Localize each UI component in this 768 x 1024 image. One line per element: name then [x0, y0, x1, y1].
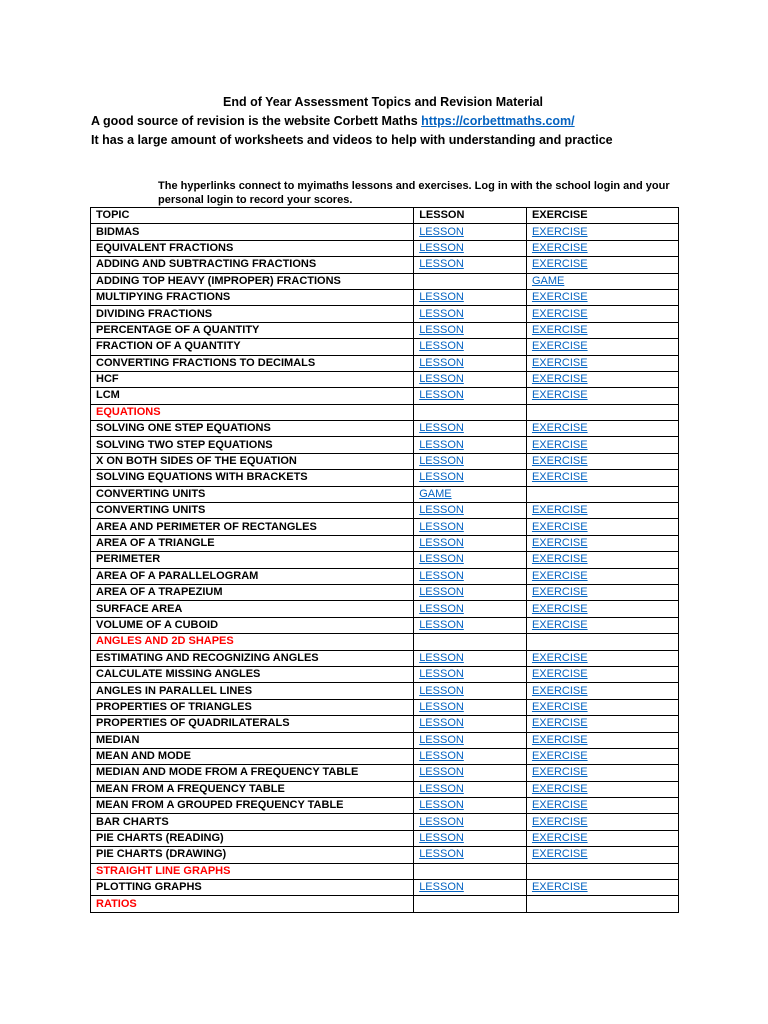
- table-row: [91, 617, 679, 633]
- topic-cell: BAR CHARTS: [91, 814, 414, 830]
- topic-cell: PERIMETER: [91, 552, 414, 568]
- section-row: [91, 404, 679, 420]
- lesson-link[interactable]: LESSON: [419, 815, 464, 828]
- exercise-cell: [526, 699, 678, 715]
- exercise-link[interactable]: EXERCISE: [531, 881, 588, 894]
- lesson-cell: [414, 289, 527, 305]
- lesson-cell: [414, 519, 527, 535]
- exercise-link[interactable]: EXERCISE: [531, 717, 588, 730]
- table-row: [91, 748, 679, 764]
- exercise-link[interactable]: EXERCISE: [531, 241, 588, 254]
- exercise-cell: [526, 535, 678, 551]
- lesson-cell: [414, 535, 527, 551]
- exercise-cell: [526, 257, 678, 273]
- exercise-cell: [526, 519, 678, 535]
- lesson-cell: [414, 650, 527, 666]
- exercise-link[interactable]: EXERCISE: [531, 586, 588, 599]
- lesson-link[interactable]: LESSON: [419, 438, 464, 451]
- exercise-link[interactable]: EXERCISE: [531, 602, 588, 615]
- table-row: [91, 470, 679, 486]
- exercise-cell: [526, 601, 678, 617]
- lesson-cell: [414, 470, 527, 486]
- table-row: [91, 814, 679, 830]
- table-row: [91, 257, 679, 273]
- table-row: [91, 240, 679, 256]
- lesson-cell: [414, 552, 527, 568]
- topic-cell: LCM: [91, 388, 414, 404]
- exercise-cell: [526, 289, 678, 305]
- lesson-cell: [414, 666, 527, 682]
- table-row: [91, 732, 679, 748]
- exercise-link[interactable]: EXERCISE: [531, 832, 588, 845]
- topic-cell: PERCENTAGE OF A QUANTITY: [91, 322, 414, 338]
- exercise-link[interactable]: EXERCISE: [531, 438, 588, 451]
- table-row: [91, 339, 679, 355]
- corbett-maths-link[interactable]: https://corbettmaths.com/: [421, 114, 575, 128]
- table-row: [91, 486, 679, 502]
- lesson-link[interactable]: LESSON: [419, 651, 464, 664]
- exercise-cell: [526, 748, 678, 764]
- lesson-link[interactable]: LESSON: [419, 323, 464, 336]
- lesson-cell: [414, 765, 527, 781]
- hyperlinks-note: The hyperlinks connect to myimaths lessons and exercises. Log in with the school login and your personal login to record your scores.: [158, 180, 670, 206]
- exercise-link[interactable]: EXERCISE: [531, 471, 588, 484]
- exercise-cell: [526, 617, 678, 633]
- exercise-link[interactable]: EXERCISE: [531, 225, 588, 238]
- topic-cell: MEAN FROM A GROUPED FREQUENCY TABLE: [91, 798, 414, 814]
- lesson-cell: [414, 240, 527, 256]
- exercise-link[interactable]: EXERCISE: [531, 389, 588, 402]
- table-row: [91, 716, 679, 732]
- lesson-link[interactable]: LESSON: [419, 569, 464, 582]
- table-row: [91, 666, 679, 682]
- table-row: [91, 453, 679, 469]
- lesson-cell: [414, 634, 527, 650]
- topic-cell: PIE CHARTS (DRAWING): [91, 847, 414, 863]
- exercise-cell: [526, 732, 678, 748]
- topic-cell: ADDING TOP HEAVY (IMPROPER) FRACTIONS: [91, 273, 414, 289]
- topic-cell: CALCULATE MISSING ANGLES: [91, 666, 414, 682]
- lesson-cell: [414, 503, 527, 519]
- exercise-link[interactable]: EXERCISE: [531, 258, 588, 271]
- lesson-cell: [414, 322, 527, 338]
- lesson-cell: [414, 880, 527, 896]
- exercise-cell: [526, 486, 678, 502]
- lesson-link[interactable]: LESSON: [419, 422, 464, 435]
- lesson-cell: [414, 371, 527, 387]
- table-row: [91, 388, 679, 404]
- table-row: [91, 306, 679, 322]
- lesson-cell: [414, 486, 527, 502]
- exercise-link[interactable]: EXERCISE: [531, 537, 588, 549]
- topic-cell: HCF: [91, 371, 414, 387]
- lesson-cell: [414, 568, 527, 584]
- exercise-cell: [526, 896, 678, 912]
- lesson-cell: [414, 273, 527, 289]
- lesson-link[interactable]: LESSON: [419, 733, 464, 746]
- lesson-link[interactable]: LESSON: [419, 766, 464, 779]
- lesson-cell: [414, 699, 527, 715]
- topic-cell: EQUIVALENT FRACTIONS: [91, 240, 414, 256]
- lesson-cell: [414, 437, 527, 453]
- section-title: EQUATIONS: [91, 404, 414, 420]
- topic-cell: AREA OF A TRAPEZIUM: [91, 584, 414, 600]
- exercise-link[interactable]: EXERCISE: [531, 848, 588, 861]
- exercise-link[interactable]: EXERCISE: [531, 700, 588, 713]
- topic-cell: MEDIAN: [91, 732, 414, 748]
- lesson-cell: [414, 421, 527, 437]
- table-row: [91, 322, 679, 338]
- exercise-cell: [526, 470, 678, 486]
- topic-cell: MULTIPYING FRACTIONS: [91, 289, 414, 305]
- topic-cell: AREA OF A TRIANGLE: [91, 535, 414, 551]
- section-title: ANGLES AND 2D SHAPES: [91, 634, 414, 650]
- lesson-cell: [414, 748, 527, 764]
- exercise-link[interactable]: EXERCISE: [531, 504, 588, 517]
- table-row: [91, 289, 679, 305]
- exercise-cell: [526, 568, 678, 584]
- lesson-link[interactable]: LESSON: [419, 307, 464, 320]
- game-link[interactable]: GAME: [419, 487, 452, 500]
- lesson-link[interactable]: LESSON: [419, 717, 464, 730]
- exercise-cell: [526, 273, 678, 289]
- lesson-cell: [414, 863, 527, 879]
- revision-source-text: A good source of revision is the website Corbett Maths: [91, 114, 422, 128]
- lesson-cell: [414, 388, 527, 404]
- lesson-link[interactable]: LESSON: [419, 553, 464, 566]
- exercise-cell: [526, 552, 678, 568]
- lesson-link[interactable]: LESSON: [419, 848, 464, 861]
- topic-cell: SOLVING TWO STEP EQUATIONS: [91, 437, 414, 453]
- topic-cell: AREA OF A PARALLELOGRAM: [91, 568, 414, 584]
- exercise-link[interactable]: EXERCISE: [531, 553, 588, 566]
- exercise-cell: [526, 814, 678, 830]
- lesson-link[interactable]: LESSON: [419, 504, 464, 517]
- table-row: [91, 880, 679, 896]
- topic-cell: MEDIAN AND MODE FROM A FREQUENCY TABLE: [91, 765, 414, 781]
- topic-cell: PROPERTIES OF TRIANGLES: [91, 699, 414, 715]
- exercise-cell: [526, 240, 678, 256]
- exercise-cell: [526, 650, 678, 666]
- game-link[interactable]: GAME: [531, 274, 565, 287]
- lesson-link[interactable]: LESSON: [419, 471, 464, 484]
- exercise-link[interactable]: EXERCISE: [531, 799, 588, 812]
- exercise-cell: [526, 437, 678, 453]
- topic-cell: ANGLES IN PARALLEL LINES: [91, 683, 414, 699]
- lesson-link[interactable]: LESSON: [419, 520, 464, 533]
- exercise-cell: [526, 355, 678, 371]
- exercise-cell: [526, 421, 678, 437]
- exercise-cell: [526, 503, 678, 519]
- lesson-link[interactable]: LESSON: [419, 668, 464, 681]
- exercise-cell: [526, 863, 678, 879]
- lesson-cell: [414, 453, 527, 469]
- topic-cell: SURFACE AREA: [91, 601, 414, 617]
- lesson-link[interactable]: LESSON: [419, 455, 464, 468]
- exercise-link[interactable]: EXERCISE: [531, 815, 588, 828]
- exercise-cell: [526, 371, 678, 387]
- exercise-link[interactable]: EXERCISE: [531, 668, 588, 681]
- lesson-link[interactable]: LESSON: [419, 291, 464, 304]
- topic-cell: PLOTTING GRAPHS: [91, 880, 414, 896]
- table-header-row: [91, 208, 679, 224]
- topic-cell: DIVIDING FRACTIONS: [91, 306, 414, 322]
- exercise-cell: [526, 798, 678, 814]
- lesson-cell: [414, 404, 527, 420]
- topic-cell: ESTIMATING AND RECOGNIZING ANGLES: [91, 650, 414, 666]
- section-title: RATIOS: [91, 896, 414, 912]
- exercise-link[interactable]: EXERCISE: [531, 422, 588, 435]
- lesson-cell: [414, 601, 527, 617]
- topic-cell: CONVERTING UNITS: [91, 486, 414, 502]
- lesson-cell: [414, 224, 527, 240]
- topic-cell: X ON BOTH SIDES OF THE EQUATION: [91, 453, 414, 469]
- exercise-cell: [526, 388, 678, 404]
- lesson-link[interactable]: LESSON: [419, 602, 464, 615]
- topic-cell: VOLUME OF A CUBOID: [91, 617, 414, 633]
- table-row: [91, 355, 679, 371]
- table-row: [91, 437, 679, 453]
- exercise-cell: [526, 306, 678, 322]
- lesson-link[interactable]: LESSON: [419, 340, 464, 353]
- lesson-cell: [414, 830, 527, 846]
- topic-cell: SOLVING EQUATIONS WITH BRACKETS: [91, 470, 414, 486]
- lesson-link[interactable]: LESSON: [419, 799, 464, 812]
- table-row: [91, 584, 679, 600]
- exercise-link[interactable]: EXERCISE: [531, 373, 588, 386]
- exercise-cell: [526, 339, 678, 355]
- lesson-cell: [414, 584, 527, 600]
- topic-cell: PIE CHARTS (READING): [91, 830, 414, 846]
- lesson-cell: [414, 732, 527, 748]
- exercise-link[interactable]: EXERCISE: [531, 766, 588, 779]
- topic-cell: MEAN AND MODE: [91, 748, 414, 764]
- table-row: [91, 568, 679, 584]
- exercise-cell: [526, 765, 678, 781]
- exercise-link[interactable]: EXERCISE: [531, 340, 588, 353]
- exercise-cell: [526, 683, 678, 699]
- topic-cell: BIDMAS: [91, 224, 414, 240]
- lesson-cell: [414, 716, 527, 732]
- lesson-link[interactable]: LESSON: [419, 373, 464, 386]
- topic-cell: ADDING AND SUBTRACTING FRACTIONS: [91, 257, 414, 273]
- exercise-link[interactable]: EXERCISE: [531, 455, 588, 468]
- lesson-link[interactable]: LESSON: [419, 684, 464, 697]
- worksheets-line: It has a large amount of worksheets and videos to help with understanding and practice: [91, 133, 613, 147]
- table-row: [91, 421, 679, 437]
- table-row: [91, 601, 679, 617]
- exercise-cell: [526, 880, 678, 896]
- lesson-cell: [414, 683, 527, 699]
- lesson-link[interactable]: LESSON: [419, 618, 464, 631]
- table-row: [91, 273, 679, 289]
- exercise-link[interactable]: EXERCISE: [531, 307, 588, 320]
- exercise-cell: [526, 404, 678, 420]
- exercise-cell: [526, 634, 678, 650]
- exercise-cell: [526, 781, 678, 797]
- topic-cell: PROPERTIES OF QUADRILATERALS: [91, 716, 414, 732]
- exercise-link[interactable]: EXERCISE: [531, 733, 588, 746]
- table-row: [91, 699, 679, 715]
- lesson-cell: [414, 798, 527, 814]
- exercise-link[interactable]: EXERCISE: [531, 356, 588, 369]
- lesson-link[interactable]: LESSON: [419, 225, 464, 238]
- lesson-cell: [414, 355, 527, 371]
- exercise-cell: [526, 453, 678, 469]
- lesson-link[interactable]: LESSON: [419, 356, 464, 369]
- lesson-cell: [414, 306, 527, 322]
- topic-cell: AREA AND PERIMETER OF RECTANGLES: [91, 519, 414, 535]
- table-row: [91, 224, 679, 240]
- section-row: [91, 863, 679, 879]
- revision-source-line: [91, 112, 691, 131]
- exercise-link[interactable]: EXERCISE: [531, 782, 588, 795]
- header-topic: TOPIC: [91, 208, 414, 224]
- table-row: [91, 519, 679, 535]
- topic-cell: CONVERTING FRACTIONS TO DECIMALS: [91, 355, 414, 371]
- lesson-cell: [414, 814, 527, 830]
- lesson-link[interactable]: LESSON: [419, 832, 464, 845]
- table-row: [91, 683, 679, 699]
- exercise-link[interactable]: EXERCISE: [531, 569, 588, 582]
- lesson-link[interactable]: LESSON: [419, 782, 464, 795]
- topic-cell: CONVERTING UNITS: [91, 503, 414, 519]
- table-row: [91, 847, 679, 863]
- exercise-link[interactable]: EXERCISE: [531, 323, 588, 336]
- table-row: [91, 503, 679, 519]
- topic-cell: MEAN FROM A FREQUENCY TABLE: [91, 781, 414, 797]
- lesson-link[interactable]: LESSON: [419, 389, 464, 402]
- exercise-cell: [526, 716, 678, 732]
- exercise-link[interactable]: EXERCISE: [531, 684, 588, 697]
- table-row: [91, 830, 679, 846]
- exercise-link[interactable]: EXERCISE: [531, 520, 588, 533]
- lesson-link[interactable]: LESSON: [419, 750, 464, 763]
- lesson-link[interactable]: LESSON: [419, 700, 464, 713]
- header-exercise: EXERCISE: [526, 208, 678, 224]
- exercise-link[interactable]: EXERCISE: [531, 291, 588, 304]
- exercise-cell: [526, 584, 678, 600]
- lesson-link[interactable]: LESSON: [419, 241, 464, 254]
- topics-table: [90, 207, 679, 913]
- lesson-cell: [414, 847, 527, 863]
- lesson-cell: [414, 257, 527, 273]
- lesson-cell: [414, 617, 527, 633]
- table-row: [91, 371, 679, 387]
- exercise-cell: [526, 322, 678, 338]
- section-row: [91, 896, 679, 912]
- table-row: [91, 798, 679, 814]
- lesson-cell: [414, 896, 527, 912]
- topic-cell: FRACTION OF A QUANTITY: [91, 339, 414, 355]
- exercise-cell: [526, 847, 678, 863]
- lesson-link[interactable]: LESSON: [419, 258, 464, 271]
- exercise-cell: [526, 224, 678, 240]
- lesson-link[interactable]: LESSON: [419, 586, 464, 599]
- exercise-link[interactable]: EXERCISE: [531, 651, 588, 664]
- exercise-link[interactable]: EXERCISE: [531, 618, 588, 631]
- section-title: STRAIGHT LINE GRAPHS: [91, 863, 414, 879]
- exercise-cell: [526, 666, 678, 682]
- exercise-link[interactable]: EXERCISE: [531, 750, 588, 763]
- header-lesson: LESSON: [414, 208, 527, 224]
- lesson-cell: [414, 339, 527, 355]
- exercise-cell: [526, 830, 678, 846]
- table-row: [91, 781, 679, 797]
- table-row: [91, 535, 679, 551]
- lesson-link[interactable]: LESSON: [419, 881, 464, 894]
- section-row: [91, 634, 679, 650]
- table-row: [91, 650, 679, 666]
- table-row: [91, 552, 679, 568]
- document-header: [91, 93, 691, 150]
- document-title: End of Year Assessment Topics and Revision Material: [222, 95, 543, 109]
- topic-cell: SOLVING ONE STEP EQUATIONS: [91, 421, 414, 437]
- table-row: [91, 765, 679, 781]
- lesson-link[interactable]: LESSON: [419, 537, 464, 549]
- lesson-cell: [414, 781, 527, 797]
